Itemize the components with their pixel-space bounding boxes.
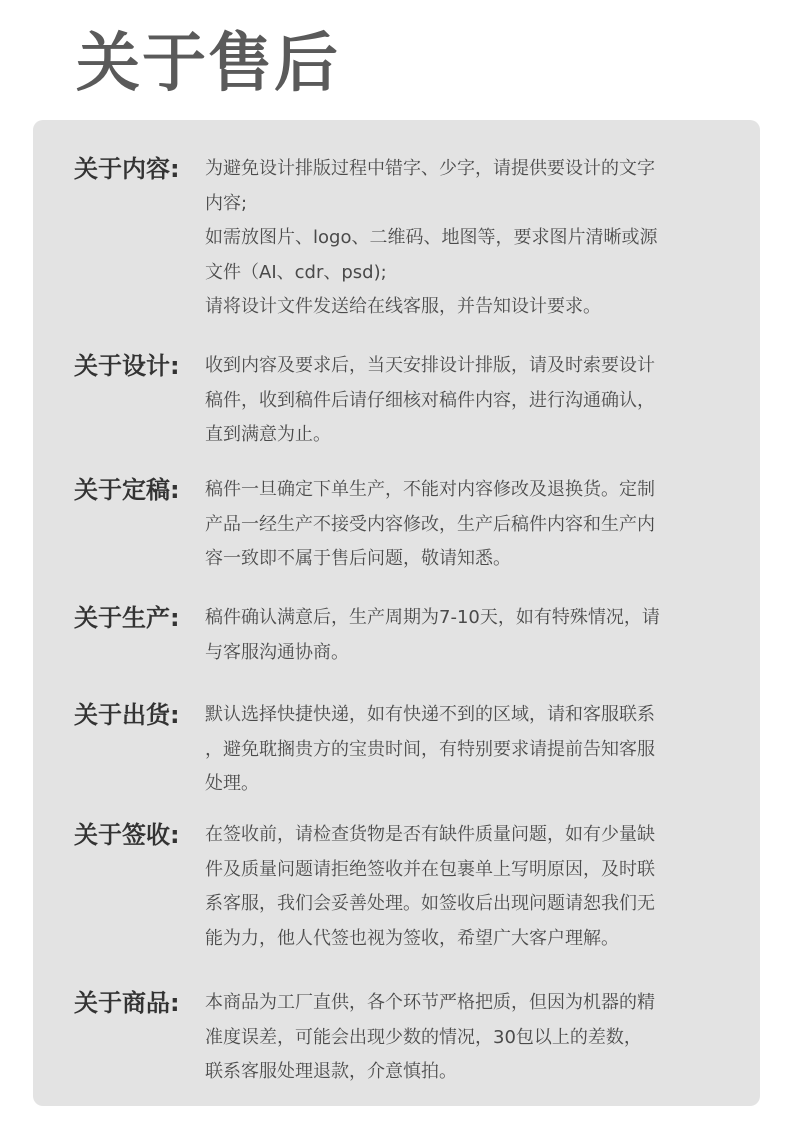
body-line: 系客服，我们会妥善处理。如签收后出现问题请恕我们无 <box>205 893 655 914</box>
section-heading: 关于定稿: <box>74 476 180 504</box>
section-heading: 关于签收: <box>74 821 180 849</box>
body-line: 准度误差，可能会出现少数的情况，30包以上的差数， <box>205 1026 642 1048</box>
body-line: 件及质量问题请拒绝签收并在包裹单上写明原因，及时联 <box>205 858 655 880</box>
section-heading: 关于生产: <box>74 604 180 632</box>
section-body <box>205 152 711 325</box>
section-heading: 关于内容: <box>74 155 180 183</box>
body-line: 文件（AI、cdr、psd); <box>205 261 387 283</box>
body-line: 如需放图片、logo、二维码、地图等，要求图片清晰或源 <box>205 227 658 248</box>
section-heading: 关于设计: <box>74 352 180 380</box>
body-line: 在签收前，请检查货物是否有缺件质量问题，如有少量缺 <box>205 824 655 845</box>
body-line: 产品一经生产不接受内容修改，生产后稿件内容和生产内 <box>205 513 655 535</box>
body-line: 容一致即不属于售后问题，敬请知悉。 <box>205 548 511 569</box>
body-line: 为避免设计排版过程中错字、少字，请提供要设计的文字 <box>205 158 655 179</box>
body-line: ，避免耽搁贵方的宝贵时间，有特别要求请提前告知客服 <box>205 738 655 760</box>
body-line: 收到内容及要求后，当天安排设计排版，请及时索要设计 <box>205 355 655 376</box>
after-sales-panel <box>33 120 760 1106</box>
section-body <box>205 818 711 956</box>
body-line: 与客服沟通协商。 <box>205 641 349 663</box>
body-line: 稿件确认满意后，生产周期为7-10天，如有特殊情况，请 <box>205 607 660 628</box>
section-body <box>205 349 711 453</box>
body-line: 本商品为工厂直供，各个环节严格把质，但因为机器的精 <box>205 992 655 1013</box>
body-line: 直到满意为止。 <box>205 424 331 445</box>
section-body <box>205 473 711 577</box>
body-line: 联系客服处理退款，介意慎拍。 <box>205 1061 457 1082</box>
body-line: 默认选择快捷快递，如有快递不到的区域，请和客服联系 <box>205 704 655 725</box>
section-heading: 关于出货: <box>74 701 180 729</box>
section-body <box>205 986 711 1090</box>
body-line: 请将设计文件发送给在线客服，并告知设计要求。 <box>205 296 601 317</box>
body-line: 处理。 <box>205 773 259 794</box>
section-body <box>205 698 711 802</box>
body-line: 稿件一旦确定下单生产，不能对内容修改及退换货。定制 <box>205 479 655 500</box>
section-heading: 关于商品: <box>74 989 180 1017</box>
body-line: 能为力，他人代签也视为签收，希望广大客户理解。 <box>205 927 619 949</box>
page-title: 关于售后 <box>76 27 340 101</box>
body-line: 内容; <box>205 192 248 214</box>
body-line: 稿件，收到稿件后请仔细核对稿件内容，进行沟通确认， <box>205 389 655 411</box>
section-body <box>205 601 711 670</box>
